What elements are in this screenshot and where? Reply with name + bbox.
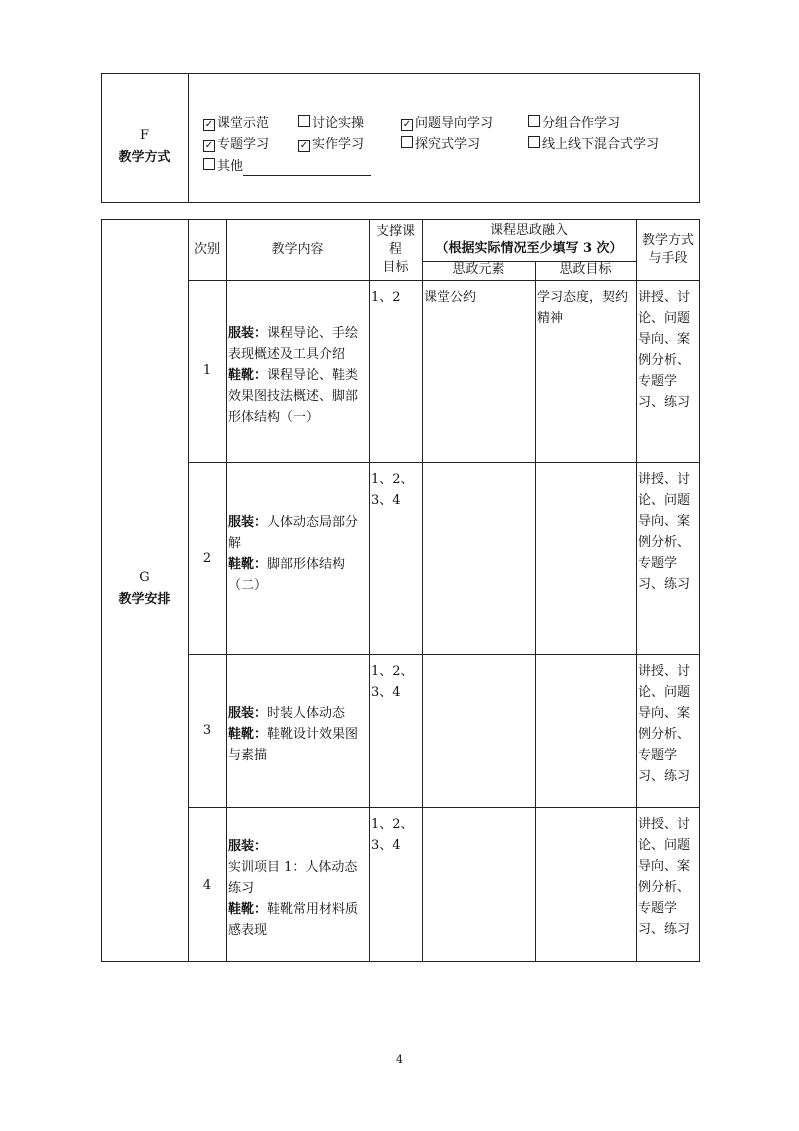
row-3-index: 3 [202, 723, 212, 738]
header-ideo-element: 思政元素 [452, 262, 505, 277]
teaching-method-divider [188, 73, 189, 203]
row-2-content: 服装：人体动态局部分解 鞋靴：脚部形体结构（二） [228, 515, 359, 593]
section-g-letter: G [139, 570, 150, 585]
section-g-title: 教学安排 [118, 592, 171, 607]
row-divider-3 [188, 807, 700, 808]
option-other[interactable]: 其他 [203, 158, 371, 176]
row-1-content: 服装：课程导论、手绘表现概述及工具介绍 鞋靴：课程导论、鞋类效果图技法概述、脚部形体结构（一） [228, 326, 359, 425]
row-2-goal: 1、2、3、4 [371, 472, 414, 508]
col-divider-goal [422, 219, 423, 962]
row-4-method: 讲授、讨论、问题导向、案例分析、专题学习、练习 [638, 817, 691, 937]
option-group-cooperation[interactable]: 分组合作学习 [528, 115, 620, 133]
col-divider-ideo [535, 261, 536, 962]
section-f-title: 教学方式 [118, 150, 171, 165]
page-number: 4 [396, 1053, 403, 1066]
row-1-ideo-element: 课堂公约 [424, 290, 477, 305]
option-practical-study[interactable]: ✓ 实作学习 [299, 137, 365, 152]
row-divider-2 [188, 654, 700, 655]
header-bottom [188, 280, 700, 281]
col-divider-index [226, 219, 227, 962]
col-divider-label [188, 219, 189, 962]
checkbox-empty-icon[interactable] [203, 158, 215, 170]
row-divider-1 [188, 462, 700, 463]
checkbox-checked-icon[interactable]: ✓ [299, 140, 309, 151]
row-1-index: 1 [202, 363, 212, 378]
row-4-goal: 1、2、3、4 [371, 817, 414, 853]
header-content: 教学内容 [271, 242, 324, 257]
section-f-label [101, 125, 188, 169]
row-3-method: 讲授、讨论、问题导向、案例分析、专题学习、练习 [638, 664, 691, 784]
row-1-method: 讲授、讨论、问题导向、案例分析、专题学习、练习 [638, 290, 691, 410]
row-3-content: 服装：时装人体动态 鞋靴：鞋靴设计效果图与素描 [228, 706, 359, 763]
header-method: 教学方式 与手段 [641, 233, 694, 266]
section-f-letter: F [139, 128, 150, 143]
row-1-ideo-goal: 学习态度，契约精神 [537, 290, 629, 326]
header-ideological: 课程思政融入 （根据实际情况至少填写 3 次） [435, 223, 623, 256]
row-3-goal: 1、2、3、4 [371, 664, 414, 700]
other-blank-field[interactable] [243, 162, 371, 176]
checkbox-checked-icon[interactable]: ✓ [204, 140, 214, 151]
option-inquiry-study[interactable]: 探究式学习 [401, 136, 480, 154]
option-blended-learning[interactable]: 线上线下混合式学习 [528, 136, 659, 154]
checkbox-empty-icon[interactable] [298, 115, 310, 127]
header-ideo-goal: 思政目标 [559, 262, 612, 277]
option-problem-based[interactable]: ✓ 问题导向学习 [402, 116, 494, 131]
row-2-method: 讲授、讨论、问题导向、案例分析、专题学习、练习 [638, 472, 691, 592]
checkbox-checked-icon[interactable]: ✓ [402, 119, 412, 130]
option-topic-study[interactable]: ✓ 专题学习 [204, 137, 270, 152]
option-discussion-practice[interactable]: 讨论实操 [298, 115, 364, 133]
col-divider-method [636, 219, 637, 962]
checkbox-empty-icon[interactable] [528, 136, 540, 148]
checkbox-empty-icon[interactable] [401, 136, 413, 148]
checkbox-checked-icon[interactable]: ✓ [204, 119, 214, 130]
header-index: 次别 [193, 242, 220, 257]
checkbox-empty-icon[interactable] [528, 115, 540, 127]
header-goal: 支撑课 程 目标 [375, 224, 415, 275]
section-g-label [101, 567, 188, 611]
row-2-index: 2 [202, 551, 212, 566]
row-4-index: 4 [202, 878, 212, 893]
row-4-content: 服装： 实训项目 1：人体动态练习 鞋靴：鞋靴常用材料质感表现 [228, 839, 359, 938]
col-divider-content [369, 219, 370, 962]
row-1-goal: 1、2 [371, 290, 401, 305]
option-classroom-demo[interactable]: ✓ 课堂示范 [204, 116, 270, 131]
